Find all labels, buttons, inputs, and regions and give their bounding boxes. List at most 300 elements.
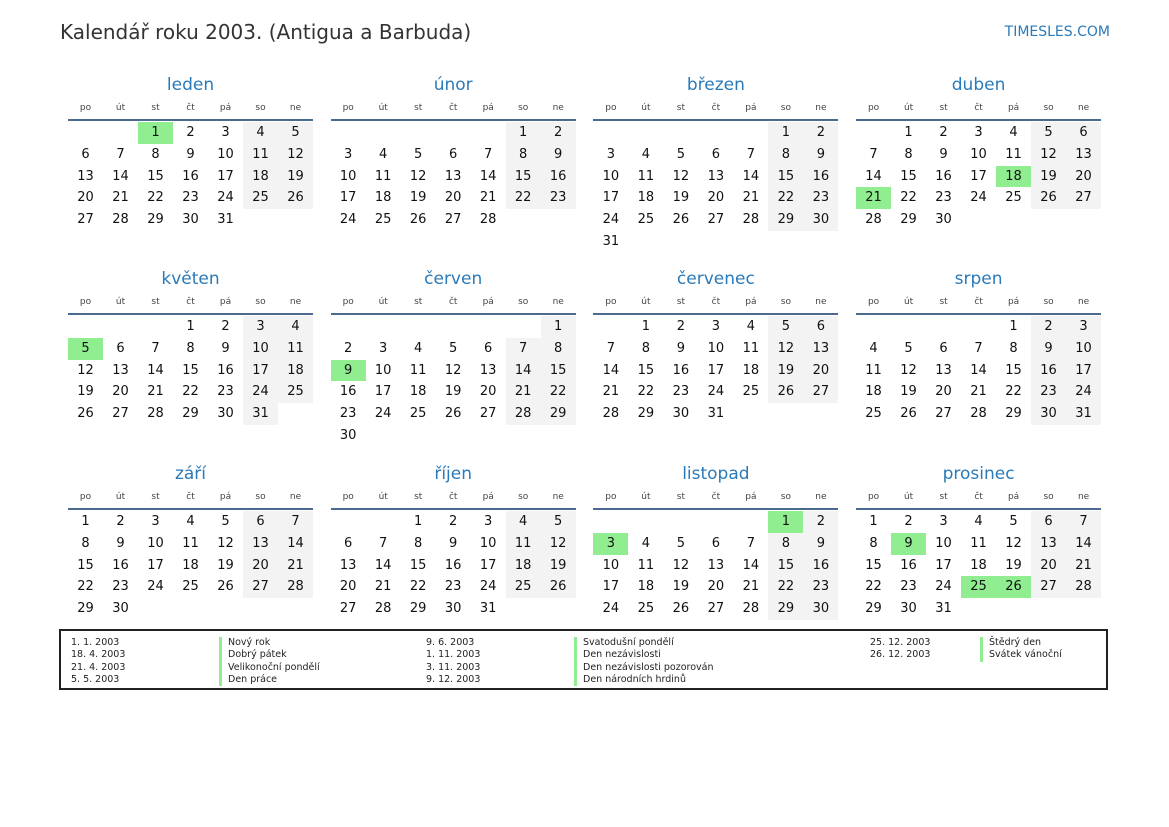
day-cell: 15 — [77, 557, 94, 573]
day-cell: 20 — [707, 190, 725, 206]
month-calendar — [331, 72, 576, 266]
day-cell: 20 — [935, 384, 952, 400]
day-cell: 20 — [1066, 166, 1101, 188]
day-cell: 14 — [865, 168, 882, 184]
weekday-label: út — [903, 492, 914, 502]
day-cell: 15 — [1005, 362, 1022, 378]
weekday-label: pá — [1007, 492, 1020, 502]
day-cell: 12 — [77, 362, 94, 378]
month-name: prosinec — [942, 464, 1015, 484]
holiday-legend — [59, 629, 1108, 690]
day-cell: 3 — [151, 514, 160, 529]
day-cell: 29 — [147, 212, 164, 228]
day-cell: 8 — [541, 338, 576, 360]
day-cell: 6 — [711, 146, 721, 162]
day-cell: 4 — [379, 146, 388, 162]
day-cell: 21 — [506, 381, 541, 403]
day-cell: 15 — [409, 557, 427, 573]
holiday-day-cell: 3 — [593, 533, 628, 555]
site-link[interactable]: TIMESLES.COM — [1004, 24, 1110, 40]
day-cell: 19 — [217, 557, 234, 573]
day-cell: 27 — [339, 601, 357, 617]
empty-cell — [961, 316, 996, 338]
day-cell: 24 — [970, 190, 987, 206]
empty-cell — [733, 122, 768, 144]
day-cell: 8 — [904, 146, 913, 162]
month-calendar — [856, 72, 1101, 266]
day-cell: 22 — [865, 579, 882, 595]
legend-row — [71, 674, 426, 686]
day-cell: 28 — [506, 403, 541, 425]
day-cell: 11 — [637, 168, 655, 184]
days-grid — [331, 510, 576, 620]
weekday-label: po — [605, 103, 617, 113]
legend-date: 3. 11. 2003 — [426, 661, 481, 673]
day-cell: 23 — [803, 187, 838, 209]
day-cell: 7 — [278, 511, 313, 533]
page-title: Kalendář roku 2003. (Antigua a Barbuda) — [60, 20, 472, 44]
empty-cell — [436, 122, 471, 144]
day-cell: 13 — [444, 168, 462, 184]
day-cell: 24 — [1066, 381, 1101, 403]
empty-cell — [891, 316, 926, 338]
day-cell: 26 — [541, 576, 576, 598]
weekday-label: po — [79, 492, 92, 502]
day-cell: 13 — [803, 338, 838, 360]
day-cell: 7 — [746, 146, 756, 162]
weekday-label: ne — [815, 492, 827, 502]
weekday-label: so — [1043, 103, 1054, 113]
day-cell: 19 — [672, 579, 690, 595]
day-cell: 19 — [444, 384, 462, 400]
day-cell: 5 — [221, 514, 230, 529]
days-grid — [331, 121, 576, 231]
day-cell: 30 — [339, 427, 357, 443]
day-cell: 5 — [676, 535, 686, 551]
day-cell: 16 — [112, 557, 129, 573]
empty-cell — [698, 511, 733, 533]
weekday-label: po — [79, 297, 92, 307]
day-cell: 3 — [1066, 316, 1101, 338]
weekday-label: út — [378, 492, 388, 502]
weekday-label: po — [342, 103, 354, 113]
day-cell: 8 — [768, 144, 803, 166]
legend-holiday-name: Den národních hrdinů — [574, 674, 686, 686]
weekday-label: so — [1043, 297, 1054, 307]
day-cell: 29 — [637, 406, 655, 422]
day-cell: 23 — [444, 579, 462, 595]
day-cell: 5 — [1031, 122, 1066, 144]
day-cell: 16 — [217, 362, 234, 378]
day-cell: 27 — [935, 406, 952, 422]
day-cell: 8 — [506, 144, 541, 166]
legend-row — [71, 662, 426, 674]
day-cell: 17 — [339, 190, 357, 206]
day-cell: 17 — [602, 579, 620, 595]
day-cell: 13 — [243, 533, 278, 555]
day-cell: 21 — [970, 384, 987, 400]
day-cell: 15 — [182, 362, 199, 378]
days-grid — [856, 510, 1101, 620]
weekday-label: ne — [815, 103, 827, 113]
weekday-label: pá — [745, 103, 757, 113]
day-cell: 22 — [506, 187, 541, 209]
weekday-label: čt — [974, 103, 983, 113]
day-cell: 30 — [444, 601, 462, 617]
empty-cell — [593, 511, 628, 533]
day-cell: 25 — [374, 212, 392, 228]
day-cell: 17 — [374, 384, 392, 400]
day-cell: 12 — [1031, 144, 1066, 166]
day-cell: 2 — [939, 125, 948, 140]
day-cell: 15 — [768, 166, 803, 188]
empty-cell — [103, 316, 138, 338]
empty-cell — [856, 122, 891, 144]
legend-row — [426, 649, 870, 661]
weekday-label: čt — [711, 492, 721, 502]
legend-holiday-name: Den nezávislosti — [574, 649, 661, 661]
empty-cell — [471, 316, 506, 338]
legend-holiday-name: Svatodušní pondělí — [574, 637, 674, 649]
days-grid — [68, 121, 313, 231]
day-cell: 20 — [444, 190, 462, 206]
day-cell: 26 — [1031, 187, 1066, 209]
day-cell: 24 — [147, 579, 164, 595]
weekday-header — [331, 98, 576, 121]
day-cell: 8 — [641, 340, 651, 356]
day-cell: 4 — [641, 535, 651, 551]
day-cell: 11 — [243, 144, 278, 166]
weekday-header — [593, 98, 838, 121]
weekday-label: pá — [482, 103, 494, 113]
day-cell: 23 — [339, 406, 357, 422]
day-cell: 12 — [900, 362, 917, 378]
weekday-header — [856, 487, 1101, 510]
day-cell: 7 — [116, 146, 125, 162]
day-cell: 4 — [641, 146, 651, 162]
day-cell: 22 — [637, 384, 655, 400]
day-cell: 17 — [707, 362, 725, 378]
empty-cell — [506, 316, 541, 338]
legend-holiday-name: Svátek vánoční — [980, 649, 1062, 661]
day-cell: 30 — [900, 601, 917, 617]
day-cell: 13 — [77, 168, 94, 184]
day-cell: 31 — [1066, 403, 1101, 425]
day-cell: 22 — [77, 579, 94, 595]
day-cell: 24 — [602, 601, 620, 617]
day-cell: 5 — [278, 122, 313, 144]
day-cell: 14 — [1066, 533, 1101, 555]
empty-cell — [628, 122, 663, 144]
day-cell: 19 — [278, 166, 313, 188]
day-cell: 18 — [970, 557, 987, 573]
day-cell: 28 — [742, 212, 760, 228]
day-cell: 1 — [414, 514, 423, 529]
day-cell: 21 — [112, 190, 129, 206]
weekday-label: ne — [552, 492, 564, 502]
day-cell: 13 — [339, 557, 357, 573]
day-cell: 26 — [278, 187, 313, 209]
day-cell: 12 — [672, 557, 690, 573]
day-cell: 5 — [768, 316, 803, 338]
weekday-label: út — [115, 492, 126, 502]
legend-holiday-name: Den nezávislosti pozorován — [574, 662, 714, 674]
day-cell: 17 — [217, 168, 234, 184]
day-cell: 6 — [1066, 122, 1101, 144]
day-cell: 23 — [900, 579, 917, 595]
weekday-label: út — [903, 103, 914, 113]
weekday-header — [593, 487, 838, 510]
day-cell: 17 — [1066, 360, 1101, 382]
day-cell: 22 — [900, 190, 917, 206]
legend-date: 25. 12. 2003 — [870, 637, 931, 648]
months-grid — [68, 72, 1101, 620]
day-cell: 27 — [707, 601, 725, 617]
day-cell: 29 — [1005, 406, 1022, 422]
day-cell: 26 — [672, 601, 690, 617]
day-cell: 18 — [278, 360, 313, 382]
day-cell: 1 — [541, 316, 576, 338]
day-cell: 23 — [112, 579, 129, 595]
legend-date: 5. 5. 2003 — [71, 673, 120, 685]
day-cell: 20 — [707, 579, 725, 595]
day-cell: 26 — [217, 579, 234, 595]
day-cell: 21 — [278, 555, 313, 577]
day-cell: 6 — [116, 340, 125, 356]
day-cell: 8 — [186, 340, 195, 356]
day-cell: 3 — [484, 514, 493, 529]
day-cell: 11 — [970, 535, 987, 551]
day-cell: 6 — [803, 316, 838, 338]
day-cell: 24 — [479, 579, 497, 595]
weekday-label: st — [414, 492, 423, 502]
day-cell: 12 — [768, 338, 803, 360]
day-cell: 30 — [182, 212, 199, 228]
day-cell: 28 — [865, 212, 882, 228]
legend-holiday-name: Velikonoční pondělí — [219, 662, 320, 674]
day-cell: 30 — [803, 598, 838, 620]
weekday-label: čt — [448, 103, 458, 113]
day-cell: 2 — [803, 122, 838, 144]
day-cell: 5 — [414, 146, 423, 162]
month-calendar — [856, 461, 1101, 620]
day-cell: 6 — [939, 340, 948, 356]
days-grid — [856, 315, 1101, 425]
day-cell: 12 — [1005, 535, 1022, 551]
day-cell: 26 — [409, 212, 427, 228]
month-name: listopad — [682, 464, 750, 484]
day-cell: 28 — [112, 212, 129, 228]
day-cell: 10 — [339, 168, 357, 184]
day-cell: 23 — [541, 187, 576, 209]
weekday-label: pá — [745, 492, 757, 502]
day-cell: 15 — [541, 360, 576, 382]
day-cell: 1 — [641, 319, 651, 334]
day-cell: 3 — [221, 125, 230, 140]
weekday-label: so — [255, 297, 266, 307]
day-cell: 7 — [484, 146, 493, 162]
legend-row — [426, 662, 870, 674]
month-name: květen — [161, 269, 220, 289]
day-cell: 2 — [449, 514, 458, 529]
day-cell: 19 — [672, 190, 690, 206]
day-cell: 23 — [672, 384, 690, 400]
day-cell: 21 — [602, 384, 620, 400]
day-cell: 7 — [746, 535, 756, 551]
legend-holiday-name: Nový rok — [219, 637, 270, 649]
month-name: březen — [686, 75, 745, 95]
day-cell: 25 — [1005, 190, 1022, 206]
legend-date: 9. 12. 2003 — [426, 673, 481, 685]
day-cell: 27 — [479, 406, 497, 422]
day-cell: 13 — [707, 168, 725, 184]
day-cell: 14 — [147, 362, 164, 378]
day-cell: 6 — [344, 535, 353, 551]
holiday-day-cell: 21 — [856, 187, 891, 209]
weekday-header — [331, 292, 576, 315]
day-cell: 26 — [672, 212, 690, 228]
day-cell: 25 — [506, 576, 541, 598]
day-cell: 9 — [541, 144, 576, 166]
legend-row — [426, 637, 870, 649]
empty-cell — [698, 122, 733, 144]
day-cell: 16 — [182, 168, 199, 184]
empty-cell — [593, 122, 628, 144]
day-cell: 21 — [479, 190, 497, 206]
days-grid — [593, 510, 838, 620]
day-cell: 6 — [449, 146, 458, 162]
day-cell: 18 — [742, 362, 760, 378]
day-cell: 9 — [221, 340, 230, 356]
day-cell: 10 — [602, 557, 620, 573]
weekday-label: po — [605, 297, 617, 307]
day-cell: 10 — [243, 338, 278, 360]
day-cell: 24 — [217, 190, 234, 206]
day-cell: 6 — [1031, 511, 1066, 533]
day-cell: 26 — [77, 406, 94, 422]
weekday-label: st — [151, 297, 160, 307]
day-cell: 19 — [1031, 166, 1066, 188]
day-cell: 10 — [935, 535, 952, 551]
legend-row — [71, 649, 426, 661]
empty-cell — [663, 511, 698, 533]
day-cell: 18 — [637, 579, 655, 595]
month-name: leden — [166, 75, 215, 95]
weekday-label: po — [605, 492, 617, 502]
day-cell: 28 — [278, 576, 313, 598]
weekday-label: út — [903, 297, 914, 307]
holiday-day-cell: 26 — [996, 576, 1031, 598]
weekday-label: ne — [1077, 103, 1090, 113]
day-cell: 4 — [869, 340, 878, 356]
empty-cell — [366, 511, 401, 533]
day-cell: 10 — [707, 340, 725, 356]
empty-cell — [401, 122, 436, 144]
day-cell: 21 — [374, 579, 392, 595]
day-cell: 19 — [541, 555, 576, 577]
weekday-label: ne — [289, 297, 302, 307]
weekday-label: pá — [1007, 103, 1020, 113]
holiday-day-cell: 5 — [68, 338, 103, 360]
holiday-day-cell: 25 — [961, 576, 996, 598]
day-cell: 10 — [970, 146, 987, 162]
day-cell: 31 — [243, 403, 278, 425]
holiday-day-cell: 1 — [138, 122, 173, 144]
weekday-label: čt — [974, 492, 983, 502]
day-cell: 27 — [112, 406, 129, 422]
day-cell: 27 — [444, 212, 462, 228]
day-cell: 11 — [742, 340, 760, 356]
month-name: duben — [951, 75, 1006, 95]
day-cell: 25 — [243, 187, 278, 209]
weekday-label: čt — [186, 297, 195, 307]
weekday-label: út — [641, 297, 651, 307]
day-cell: 7 — [1066, 511, 1101, 533]
day-cell: 9 — [449, 535, 458, 551]
day-cell: 23 — [1031, 381, 1066, 403]
day-cell: 1 — [869, 514, 878, 529]
day-cell: 14 — [506, 360, 541, 382]
day-cell: 2 — [1031, 316, 1066, 338]
legend-column — [426, 637, 870, 688]
day-cell: 22 — [182, 384, 199, 400]
day-cell: 30 — [112, 601, 129, 617]
weekday-label: ne — [552, 103, 564, 113]
weekday-label: čt — [448, 297, 458, 307]
weekday-label: čt — [186, 492, 195, 502]
month-calendar — [856, 266, 1101, 461]
weekday-label: st — [939, 297, 948, 307]
day-cell: 24 — [243, 381, 278, 403]
day-cell: 11 — [1005, 146, 1022, 162]
day-cell: 4 — [414, 340, 423, 356]
day-cell: 25 — [409, 406, 427, 422]
weekday-label: ne — [289, 492, 302, 502]
day-cell: 24 — [602, 212, 620, 228]
day-cell: 14 — [112, 168, 129, 184]
day-cell: 19 — [768, 360, 803, 382]
day-cell: 22 — [768, 187, 803, 209]
day-cell: 26 — [768, 381, 803, 403]
day-cell: 15 — [768, 555, 803, 577]
day-cell: 9 — [116, 535, 125, 551]
day-cell: 30 — [1031, 403, 1066, 425]
weekday-label: pá — [482, 492, 494, 502]
day-cell: 31 — [217, 212, 234, 228]
empty-cell — [331, 316, 366, 338]
month-name: červenec — [676, 269, 755, 289]
day-cell: 29 — [409, 601, 427, 617]
day-cell: 5 — [676, 146, 686, 162]
day-cell: 24 — [374, 406, 392, 422]
day-cell: 23 — [803, 576, 838, 598]
day-cell: 10 — [374, 362, 392, 378]
day-cell: 1 — [904, 125, 913, 140]
day-cell: 30 — [935, 212, 952, 228]
day-cell: 15 — [147, 168, 164, 184]
day-cell: 6 — [711, 535, 721, 551]
day-cell: 10 — [217, 146, 234, 162]
month-calendar — [331, 266, 576, 461]
day-cell: 18 — [637, 190, 655, 206]
day-cell: 27 — [803, 381, 838, 403]
empty-cell — [366, 316, 401, 338]
weekday-label: pá — [745, 297, 757, 307]
weekday-header — [856, 292, 1101, 315]
days-grid — [331, 315, 576, 447]
day-cell: 20 — [1031, 555, 1066, 577]
day-cell: 20 — [112, 384, 129, 400]
